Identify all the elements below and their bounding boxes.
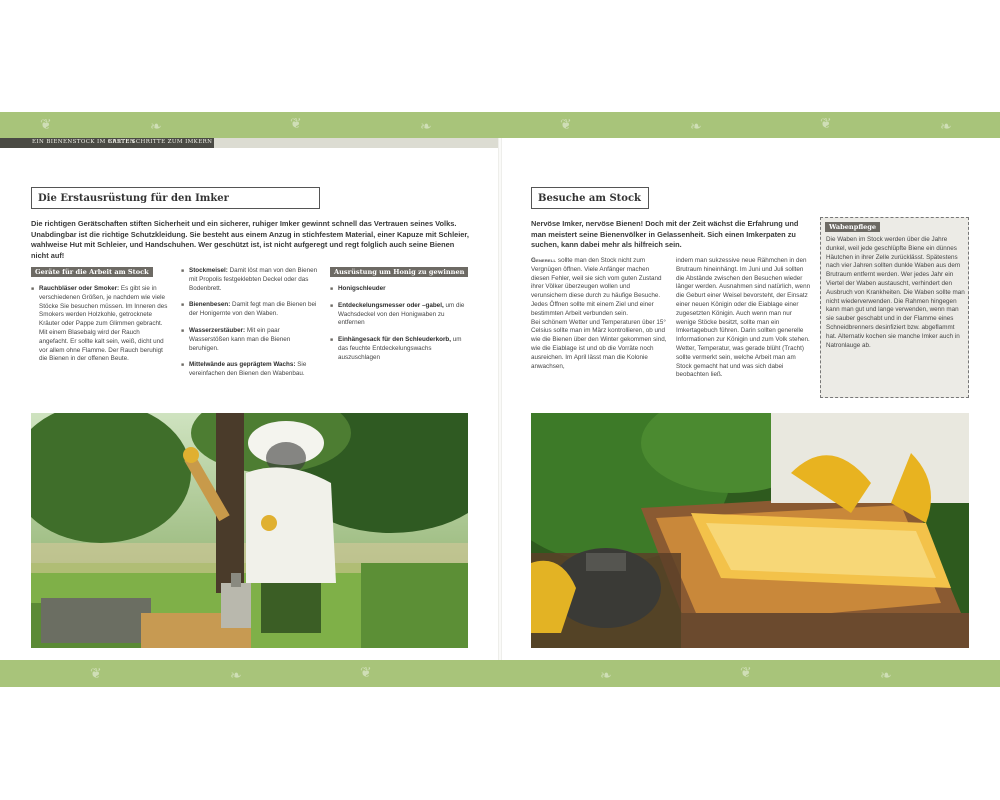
left-page-title: Die Erstausrüstung für den Imker — [31, 187, 320, 209]
running-head — [0, 138, 500, 148]
leaf-icon: ❧ — [940, 118, 952, 134]
list-item: ■ Honigschleuder — [330, 285, 470, 294]
right-text-column-1: Generell sollte man den Stock nicht zum Vergnügen öffnen. Viele Anfänger machen diesen Fehler, weil sie sich vom guten Zustand ihrer Völker überzeugen wollen und verunsichern diese durch zu häufige Besuche. Jedes Öffnen sollte mit einem Ziel und einer bestimmten Arbeit verbunden sein. Bei schönem Wetter und Temperaturen über 15° Celsius sollte man im März kontrollieren, ob und wie die Bienen über den Winter gekommen sind, wie die Eiablage ist und ob die Vorräte noch ausreichen. Im April lässt man die Kolonie anwachsen, — [531, 257, 667, 370]
tools-list-2 — [181, 267, 321, 387]
left-page-intro: Die richtigen Gerätschaften stiften Sicherheit und ein sicherer, ruhiger Imker gewinnt schnell das Vertrauen seines Volks. Unabdingbar ist die richtige Schutzkleidung. Sie besteht aus einem Anzug in stichfestem Material, einer Kapuze mit Schleier, wahlweise Hut mit Schleier, und Handschuhen. Wer geschützt ist, ist nicht aufgeregt und regt folglich auch seine Bienen nicht auf! — [31, 219, 469, 260]
hive-frame-photo-illustration — [531, 413, 969, 648]
right-page-intro: Nervöse Imker, nervöse Bienen! Doch mit der Zeit wächst die Erfahrung und man meistert seine Bienenvölker in Gelassenheit. Sich einen Imkerpaten zu suchen, kann dabei mehr als hilfreich sein. — [531, 219, 799, 250]
list-item: ■ Stockmeisel: Damit löst man von den Bienen mit Propolis festgeklebten Deckel oder das Bodenbrett. — [181, 267, 321, 293]
list-item: ■ Einhängesack für den Schleuderkorb, um das feuchte Entdeckelungswachs auszuschlagen — [330, 336, 470, 362]
leaf-icon: ❧ — [420, 118, 432, 134]
bottom-decorative-band — [0, 660, 1000, 687]
leaf-icon: ❧ — [150, 118, 162, 134]
list-item: ■ Mittelwände aus geprägtem Wachs: Sie vereinfachen den Bienen den Wabenbau. — [181, 361, 321, 379]
sidebox-text: Die Waben im Stock werden über die Jahre dunkel, weil jede geschlüpfte Biene ein dünnes Häutchen in ihrer Zelle zurücklässt. Spätestens nach vier Jahren sollten dunkle Waben aus dem Brutraum entfernt werden. Wer jedes Jahr ein Viertel der Waben austauscht, verhindert den Ausbruch von Krankheiten. Die Waben sollte man nicht wiederverwenden. Die Rahmen hingegen kann man gut und lange verwenden, wenn man sie sauber geschabt und in der Flamme eines Schneidbrenners desinfiziert bzw. abgeflammt hat. Alternativ kochen sie manche Imker auch in Natronlauge ab. — [826, 236, 965, 349]
photo-beekeeper-garden — [31, 413, 468, 648]
butterfly-icon: ❦ — [40, 116, 52, 132]
butterfly-icon: ❦ — [820, 115, 832, 131]
subhead-honey-equipment: Ausrüstung um Honig zu gewinnen — [330, 267, 468, 277]
right-page-title: Besuche am Stock — [531, 187, 649, 209]
list-item: ■ Bienenbesen: Damit fegt man die Bienen bei der Honigernte von den Waben. — [181, 301, 321, 319]
sidebox-heading: Wabenpflege — [825, 222, 880, 232]
right-text-column-2: indem man sukzessive neue Rähmchen in den Brutraum hineinhängt. Im Juni und Juli sollten die Abstände zwischen den Besuchen wieder länger werden. Ausnahmen sind natürlich, wenn die Geburt einer Weisel bevorsteht, der Einsatz einer neuen Königin oder die Eiablage einer zugesetzten Königin. Auch wenn man nur wenige Stöcke besitzt, sollte man ein Imkertagebuch führen. Darin sollten generelle Informationen zur Königin und zum Volk stehen. Wetter, Temperatur, was gerade blüht (Tracht) sollte vermerkt sein, welche Arbeit man am Stock gemacht hat und was sich dabei beobachten ließ. — [676, 257, 811, 379]
butterfly-icon: ❦ — [740, 664, 752, 680]
leaf-icon: ❧ — [690, 118, 702, 134]
leaf-icon: ❧ — [880, 667, 892, 683]
book-spread — [0, 112, 1000, 687]
butterfly-icon: ❦ — [290, 115, 302, 131]
list-item: ■ Entdeckelungsmesser oder –gabel, um die Wachsdeckel von den Honigwaben zu entfernen — [330, 302, 470, 328]
leaf-icon: ❧ — [230, 667, 242, 683]
leaf-icon: ❧ — [600, 667, 612, 683]
running-head-section: ERSTE SCHRITTE ZUM IMKERN — [108, 139, 213, 145]
book-gutter — [498, 138, 502, 660]
butterfly-icon: ❦ — [360, 664, 372, 680]
tools-list-1 — [31, 285, 169, 372]
top-decorative-band — [0, 112, 1000, 138]
photo-hive-frame — [531, 413, 969, 648]
honey-equipment-list — [330, 285, 470, 371]
running-head-chapter: EIN BIENENSTOCK IM GARTEN — [32, 139, 136, 145]
list-item: ■ Wasserzerstäuber: Mit ein paar Wasserstößen kann man die Bienen beruhigen. — [181, 327, 321, 353]
subhead-tools: Geräte für die Arbeit am Stock — [31, 267, 153, 277]
butterfly-icon: ❦ — [90, 665, 102, 681]
sidebox-wabenpflege — [820, 217, 969, 398]
butterfly-icon: ❦ — [560, 116, 572, 132]
list-item: ■ Rauchbläser oder Smoker: Es gibt sie in verschiedenen Größen, je nachdem wie viele Stöcke Sie besuchen müssen. Im Inneren des Smokers werden Holzkohle, getrocknete Kräuter oder Pappe zum Glimmen gebracht. Mit einem Blasebalg wird der Rauch angefacht. Er sollte kalt sein, weiß, dicht und vor allem ohne Flamme. Der Rauch beruhigt die Bienen in der offenen Beute. — [31, 285, 169, 364]
beekeeper-photo-illustration — [31, 413, 468, 648]
